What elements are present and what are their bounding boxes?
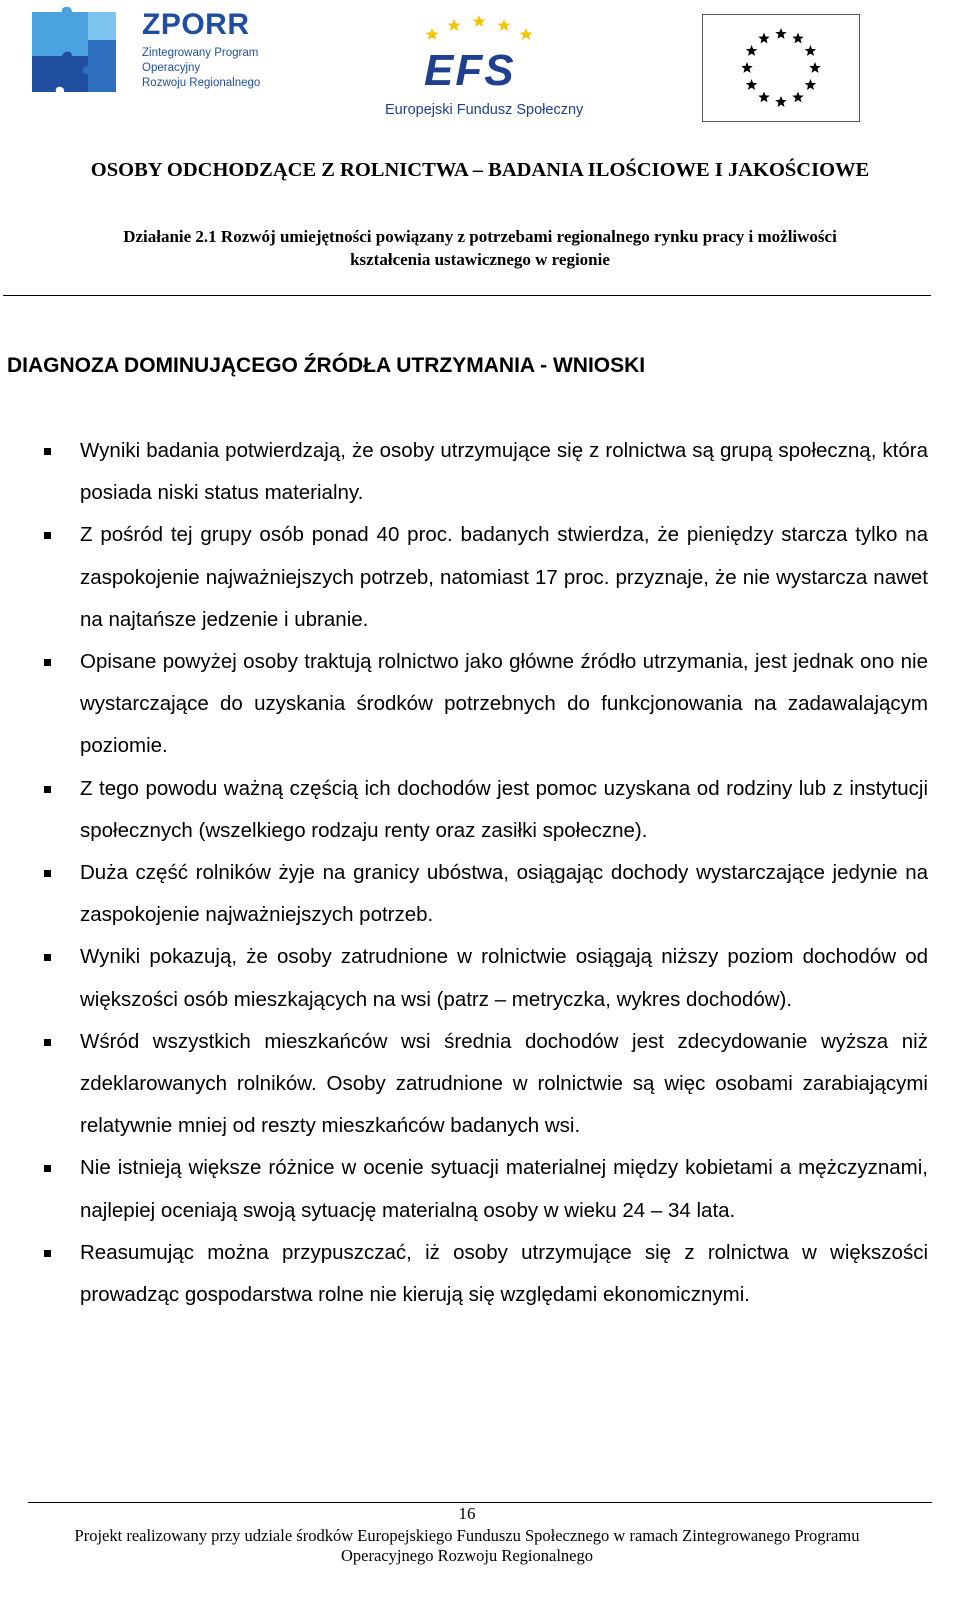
- header-divider: [3, 295, 931, 296]
- zporr-subtitle-line: Zintegrowany Program: [142, 47, 259, 59]
- section-title: DIAGNOZA DOMINUJĄCEGO ŹRÓDŁA UTRZYMANIA - WNIOSKI: [7, 354, 646, 377]
- eu-star-icon: [792, 33, 803, 44]
- eu-star-icon: [746, 79, 757, 90]
- zporr-logo: [28, 4, 268, 96]
- square-bullet-icon: [44, 532, 51, 539]
- eu-star-icon: [746, 45, 757, 56]
- list-item-text: Wyniki badania potwierdzają, że osoby utrzymujące się z rolnictwa są grupą społeczną, która posiada niski status materialny.: [80, 439, 928, 505]
- list-item-text: Z tego powodu ważną częścią ich dochodów jest pomoc uzyskana od rodziny lub z instytucji społecznych (wszelkiego rodzaju renty oraz zasiłki społeczne).: [80, 776, 928, 842]
- eu-star-icon: [741, 62, 752, 73]
- footer-divider: [28, 1502, 932, 1503]
- list-item: [80, 936, 928, 1020]
- list-item-text: Z pośród tej grupy osób ponad 40 proc. badanych stwierdza, że pieniędzy starcza tylko na zaspokojenie najważniejszych potrzeb, natomiast 17 proc. przyznaje, że nie wystarcza nawet na najtańsze jedzenie i ubranie.: [80, 523, 928, 631]
- list-item: [80, 1232, 928, 1316]
- zporr-subtitle-line: Operacyjny: [142, 62, 201, 74]
- list-item-text: Wyniki pokazują, że osoby zatrudnione w rolnictwie osiągają niższy poziom dochodów od większości osób mieszkających na wsi (patrz – metryczka, wykres dochodów).: [80, 945, 928, 1011]
- list-item-text: Wśród wszystkich mieszkańców wsi średnia dochodów jest zdecydowanie wyższa niż zdeklarowanych rolników. Osoby zatrudnione w rolnictwie są więc osobami zarabiającymi relatywnie mniej od reszty mieszkańców badanych wsi.: [80, 1029, 928, 1138]
- eu-star-icon: [809, 62, 820, 73]
- efs-mark: EFS: [424, 46, 516, 95]
- document-subtitle: [20, 225, 940, 271]
- square-bullet-icon: [44, 870, 51, 877]
- subtitle-line: kształcenia ustawicznego w regionie: [350, 250, 610, 269]
- subtitle-line: Działanie 2.1 Rozwój umiejętności powiązany z potrzebami regionalnego rynku pracy i możliwości: [123, 227, 837, 246]
- eu-star-icon: [775, 28, 786, 39]
- footer-text: [0, 1526, 934, 1566]
- list-item-text: Nie istnieją większe różnice w ocenie sytuacji materialnej między kobietami a mężczyznami, najlepiej oceniają swoją sytuację materialną osoby w wieku 24 – 34 lata.: [80, 1156, 928, 1222]
- eu-star-icon: [805, 45, 816, 56]
- square-bullet-icon: [44, 786, 51, 793]
- puzzle-icon: [28, 4, 120, 96]
- square-bullet-icon: [44, 954, 51, 961]
- list-item: [80, 641, 928, 768]
- eu-stars-circle-icon: [703, 15, 859, 121]
- zporr-name: ZPORR: [142, 8, 250, 41]
- footer-line: Operacyjnego Rozwoju Regionalnego: [340, 1546, 593, 1565]
- document-title: OSOBY ODCHODZĄCE Z ROLNICTWA – BADANIA ILOŚCIOWE I JAKOŚCIOWE: [90, 159, 870, 181]
- square-bullet-icon: [44, 1165, 51, 1172]
- zporr-subtitle-line: Rozwoju Regionalnego: [142, 77, 261, 89]
- list-item: [80, 768, 928, 852]
- page-number: 16: [458, 1504, 476, 1523]
- list-item-text: Opisane powyżej osoby traktują rolnictwo jako główne źródło utrzymania, jest jednak ono nie wystarczające do uzyskania środków potrzebnych do funkcjonowania na zadawalającym poziomie.: [80, 650, 928, 758]
- eu-flag-icon: [702, 14, 860, 122]
- bullet-list: [80, 430, 928, 1316]
- square-bullet-icon: [44, 448, 51, 455]
- list-item-text: Duża część rolników żyje na granicy ubóstwa, osiągając dochody wystarczające jedynie na zaspokojenie najważniejszych potrzeb.: [80, 861, 928, 927]
- eu-star-icon: [805, 79, 816, 90]
- list-item: [80, 852, 928, 936]
- footer-line: Projekt realizowany przy udziale środków Europejskiego Funduszu Społecznego w ramach Zintegrowanego Programu: [74, 1526, 860, 1545]
- eu-star-icon: [758, 33, 769, 44]
- eu-star-icon: [792, 91, 803, 102]
- list-item: [80, 430, 928, 514]
- list-item: [80, 514, 928, 641]
- square-bullet-icon: [44, 659, 51, 666]
- zporr-subtitle: [142, 46, 260, 91]
- list-item: [80, 1021, 928, 1148]
- efs-logo: [380, 10, 584, 125]
- square-bullet-icon: [44, 1250, 51, 1257]
- list-item: [80, 1147, 928, 1231]
- square-bullet-icon: [44, 1039, 51, 1046]
- stars-arc-icon: [424, 12, 534, 46]
- efs-label: Europejski Fundusz Społeczny: [385, 102, 584, 118]
- eu-star-icon: [775, 96, 786, 107]
- list-item-text: Reasumując można przypuszczać, iż osoby utrzymujące się z rolnictwa w większości prowadząc gospodarstwa rolne nie kierują się względami ekonomicznymi.: [80, 1240, 928, 1307]
- eu-star-icon: [758, 91, 769, 102]
